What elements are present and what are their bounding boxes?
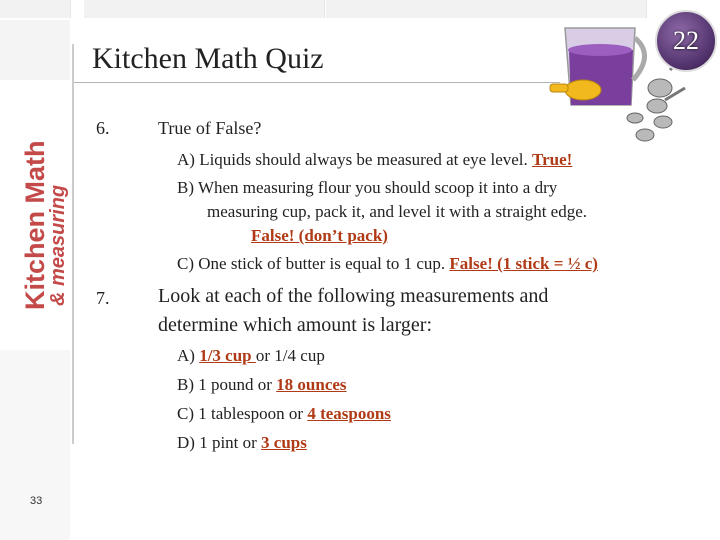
answer-text: True! <box>532 150 573 169</box>
list-item <box>177 433 307 453</box>
page-title: Kitchen Math Quiz <box>92 42 324 75</box>
answer-text: 3 cups <box>261 433 307 452</box>
item-text: D) 1 pint or <box>177 433 262 452</box>
vertical-divider <box>72 44 74 444</box>
item-text: measuring cup, pack it, and level it with a straight edge. <box>207 202 588 221</box>
item-text: A) <box>177 346 200 365</box>
list-item <box>177 375 347 395</box>
answer-text: 4 teaspoons <box>307 404 391 423</box>
question-prompt: True of False? <box>158 118 262 138</box>
answer-text: 18 ounces <box>276 375 347 394</box>
item-text: or 1/4 cup <box>255 346 325 365</box>
sidebar-title-line2: & measuring <box>47 184 69 306</box>
item-text: A) Liquids should always be measured at eye level. <box>177 150 533 169</box>
list-item <box>177 150 572 170</box>
list-item <box>251 226 388 246</box>
question-prompt-line1: Look at each of the following measurements and <box>158 285 549 307</box>
answer-text: False! (don’t pack) <box>251 226 388 245</box>
question-number: 6. <box>96 118 110 138</box>
item-text: B) 1 pound or <box>177 375 277 394</box>
item-text: C) 1 tablespoon or <box>177 404 308 423</box>
list-item <box>177 178 557 198</box>
title-underline <box>74 82 560 83</box>
list-item <box>177 346 325 366</box>
question-number: 7. <box>96 288 110 308</box>
list-item <box>177 404 391 424</box>
item-text: C) One stick of butter is equal to 1 cup. <box>177 254 450 273</box>
question-prompt-line2: determine which amount is larger: <box>158 314 432 336</box>
page-badge: 22 <box>655 10 717 72</box>
answer-text: 1/3 cup <box>199 346 256 365</box>
item-text: B) When measuring flour you should scoop it into a dry <box>177 178 558 197</box>
list-item <box>177 254 598 274</box>
answer-text: False! (1 stick = ½ c) <box>449 254 598 273</box>
sidebar-title-line1: Kitchen Math <box>20 140 50 310</box>
page-number: 33 <box>30 495 43 507</box>
list-item <box>207 202 587 222</box>
sidebar-title <box>0 90 70 320</box>
